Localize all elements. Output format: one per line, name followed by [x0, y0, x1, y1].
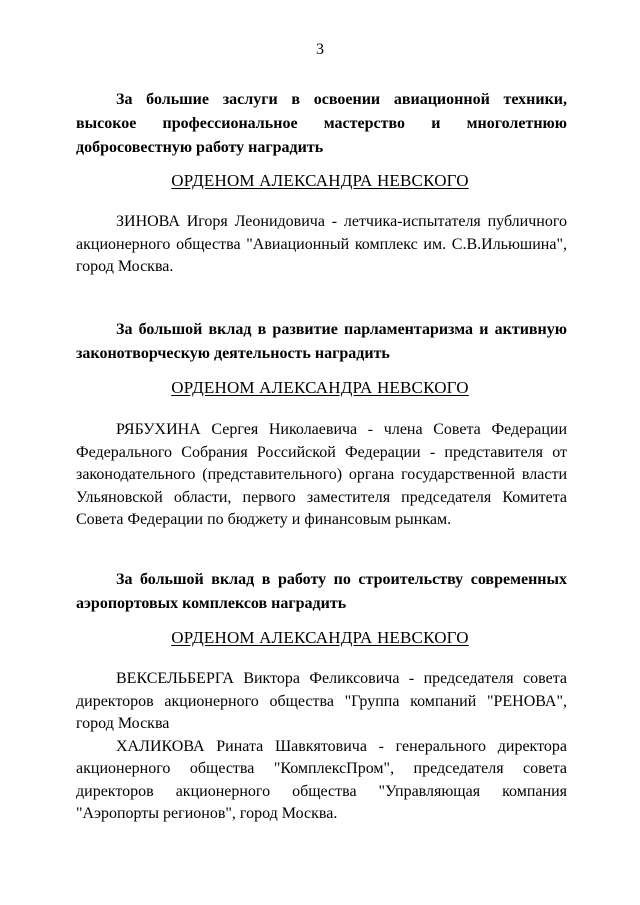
page-number: 3 — [316, 41, 324, 58]
order-title: ОРДЕНОМ АЛЕКСАНДРА НЕВСКОГО — [171, 378, 469, 397]
section-3-heading-block — [76, 568, 567, 616]
recipient-paragraph: ЗИНОВА Игоря Леонидовича - летчика-испытателя публичного акционерного общества "Авиационный комплекс им. С.В.Ильюшина", город Москва. — [76, 213, 567, 275]
section-1-heading-block — [76, 88, 567, 160]
recipient-paragraph: ХАЛИКОВА Рината Шавкятовича - генерального директора акционерного общества "КомплексПром", председателя совета директоров акционерного общества "Управляющая компания "Аэропорты регионов", город Москва. — [76, 737, 567, 822]
recipient-paragraph: РЯБУХИНА Сергея Николаевича - члена Совета Федерации Федерального Собрания Российской Федерации - представителя от законодательного (представительного) органа государственной власти Ульяновской области, первого заместителя председателя Комитета Совета Федерации по бюджету и финансовым рынкам. — [76, 421, 567, 528]
recipient-paragraph: ВЕКСЕЛЬБЕРГА Виктора Феликсовича - председателя совета директоров акционерного общества "Группа компаний "РЕНОВА", город Москва — [76, 670, 567, 732]
section-heading: За большие заслуги в освоении авиационной техники, высокое профессиональное мастерство и многолетнюю добросовестную работу наградить — [76, 91, 567, 156]
section-2-heading-block — [76, 318, 567, 366]
section-3-recipients — [76, 668, 567, 826]
section-heading: За большой вклад в развитие парламентаризма и активную законотворческую деятельность наградить — [76, 321, 567, 362]
section-1-recipients — [76, 211, 567, 279]
order-title: ОРДЕНОМ АЛЕКСАНДРА НЕВСКОГО — [171, 171, 469, 190]
section-heading: За большой вклад в работу по строительству современных аэропортовых комплексов наградить — [76, 571, 567, 612]
section-2-recipients — [76, 419, 567, 532]
order-title: ОРДЕНОМ АЛЕКСАНДРА НЕВСКОГО — [171, 628, 469, 647]
